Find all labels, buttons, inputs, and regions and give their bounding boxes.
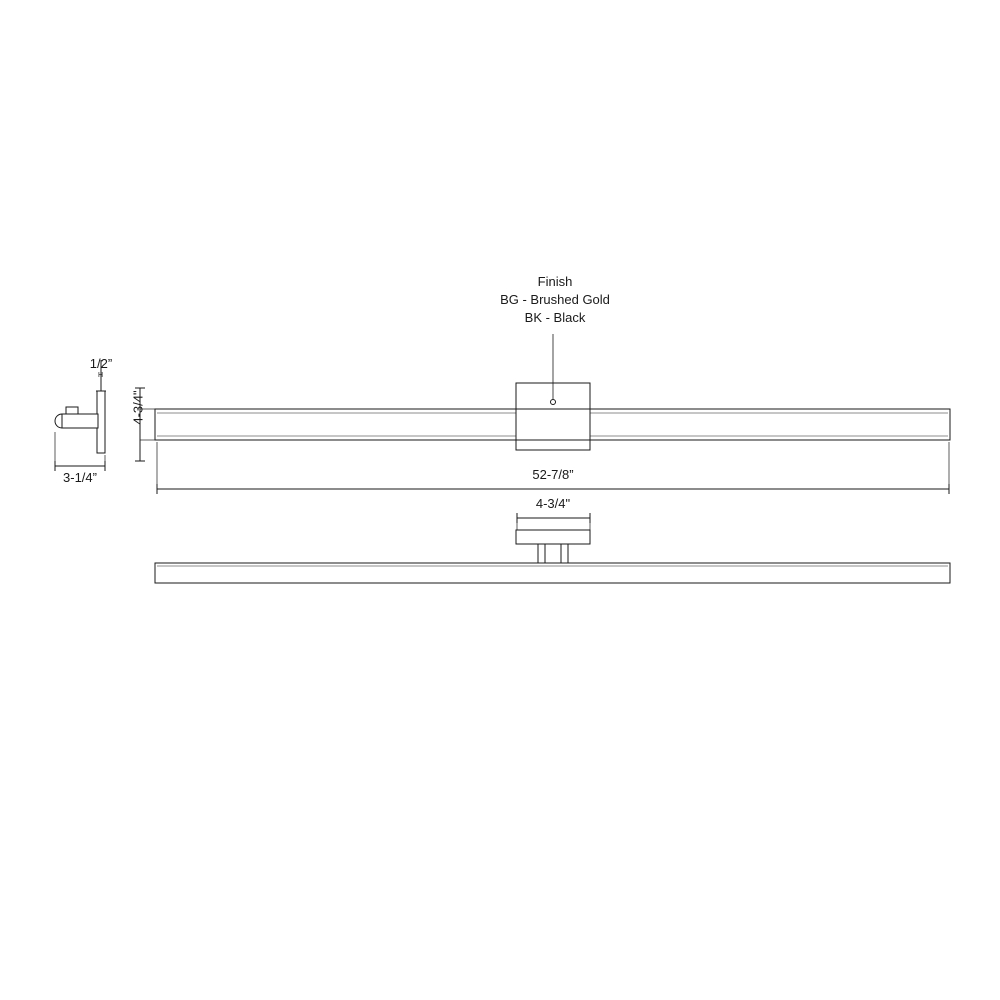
finish-option-black: BK - Black [524, 310, 586, 325]
side-view-group [55, 391, 105, 453]
front-view-group [155, 334, 950, 450]
dim-label-front-height: 4-3/4" [130, 390, 146, 425]
finish-heading: Finish [537, 274, 573, 289]
side-knob [66, 407, 78, 414]
side-end-cap [55, 414, 62, 428]
dim-label-side-height: 1/2” [89, 356, 113, 371]
plan-view-group [155, 530, 950, 583]
plan-stem-right [561, 544, 568, 564]
side-arm [62, 414, 98, 428]
dim-label-side-depth: 3-1/4” [63, 470, 97, 485]
dim-label-canopy-width: 4-3/4" [535, 496, 571, 511]
finish-option-brushed-gold: BG - Brushed Gold [500, 292, 610, 307]
plan-canopy-plate [516, 530, 590, 544]
dim-label-front-width: 52-7/8” [532, 467, 574, 482]
leader-anchor-dot [551, 400, 556, 405]
dim-marker-side-height: H [98, 372, 104, 379]
dim-canopy-width [517, 513, 590, 530]
plan-stem-left [538, 544, 545, 564]
